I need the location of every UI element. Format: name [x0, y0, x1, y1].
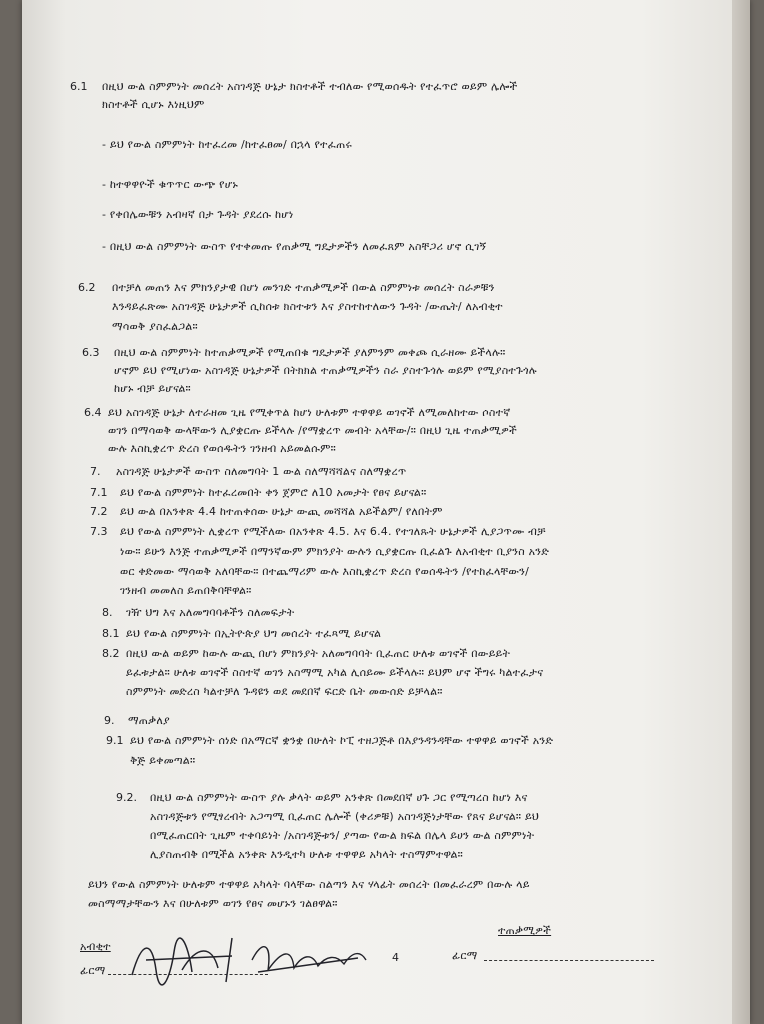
section-number: 8.: [102, 606, 113, 619]
text-line: ክስተቶች ሲሆኑ እነዚህም: [102, 98, 205, 111]
section-number: 8.1: [102, 627, 120, 640]
text-line: ይህ ውል በአንቀጽ 4.4 ከተጠቀሰው ሁኔታ ውጪ መሻሻል አይችልም/ የለበትም: [120, 505, 443, 518]
text-line: ይህ የውል ስምምነት በኢትዮጵያ ህግ መሰረት ተፈጻሚ ይሆናል: [126, 627, 382, 640]
text-line: ከሆኑ ብቻ ይሆናል።: [114, 382, 191, 395]
bullet-item: - ይህ የውል ስምምነት ከተፈረመ /ከተፈፀመ/ በኋላ የተፈጠሩ: [102, 138, 352, 151]
bullet-item: - ከተዋዋዮች ቁጥጥር ውጭ የሆኑ: [102, 178, 238, 191]
section-number: 6.1: [70, 80, 88, 93]
bullet-item: - የቀበሌውቹን አብዛኛ በታ ጉዳት ያደረሱ ከሆነ: [102, 208, 294, 221]
section-number: 7.2: [90, 505, 108, 518]
document-page: [22, 0, 750, 1024]
text-line: ሊያስጠብቅ በሚችል አንቀጽ እንዲተካ ሁለቱ ተዋዋይ አካላት ተስማምተዋል።: [150, 848, 464, 861]
beneficiaries-title: ተጠቃሚዎች: [498, 924, 552, 937]
provider-title: አብቂተ: [80, 940, 111, 953]
handwritten-signature: [122, 930, 382, 990]
section-number: 9.1: [106, 734, 124, 747]
section-number: 6.2: [78, 281, 96, 294]
text-line: ይህ የውል ስምምነት ሊቋረጥ የሚችለው በአንቀጽ 4.5. እና 6.4. የተገለጹት ሁኔታዎች ሊያጋጥሙ ብቻ: [120, 525, 546, 538]
bullet-item: - በዚህ ውል ስምምነት ውስጥ የተቀመጡ የጠቃሚ ግዴታዎችን ለመፈጸም አስቸጋሪ ሆኖ ሲገኝ: [102, 240, 487, 253]
section-number: 7.3: [90, 525, 108, 538]
text-line: ውሉ እስኪቋረጥ ድረስ የወሰዱትን ገንዘብ አይመልሱም።: [108, 442, 336, 455]
text-line: ወገን በማሳወቅ ውላቸውን ሊያቋርጡ ይችላሉ /የማቋረጥ መብት አላቸው/። በዚህ ጊዜ ተጠቃሚዎች: [108, 424, 517, 437]
section-number: 7.: [90, 465, 101, 478]
text-line: ስምምነት መድረስ ካልተቻለ ጉዳዩን ወደ መደበኛ ፍርድ ቤት መውሰድ ይቻላል።: [126, 685, 443, 698]
section-number: 9.: [104, 714, 115, 727]
closing-line: መስማማታቸውን እና በሁለቱም ወገን የፀና መሆኑን ገልፀዋል።: [88, 897, 338, 910]
text-line: ይህ አስገዳጅ ሁኔታ ለተራዘመ ጊዜ የሚቀጥል ከሆነ ሁለቱም ተዋዋይ ወገኖች ለሚመለከተው ሶስተኛ: [108, 406, 511, 419]
section-title: ማጠቃለያ: [128, 714, 170, 727]
section-number: 7.1: [90, 486, 108, 499]
signature-line: [484, 960, 654, 961]
text-line: በተቻለ መጠን እና ምክንያታዊ በሆነ መንገድ ተጠቃሚዎች በውል ስምምነቱ መሰረት ስራዎቹን: [112, 281, 495, 294]
section-title: አስገዳጅ ሁኔታዎች ውስጥ ስለመግባት 1 ውል ስለማሻሻልና ስለማቋረጥ: [116, 465, 407, 478]
text-line: ይህ የውል ስምምነት ሰነድ በአማርኛ ቋንቋ በሁለት ኮፒ ተዘጋጅቶ በእያንዳንዳቸው ተዋዋይ ወገኖች አንድ: [130, 734, 554, 747]
section-number: 6.4: [84, 406, 102, 419]
text-line: ሆኖም ይህ የሚሆነው አስገዳጅ ሁኔታዎች በትክክል ተጠቃሚዎችን ስራ ያስተጉጎሉ ወይም የሚያስተጉጎሉ: [114, 364, 537, 377]
text-line: ነው። ይሁን እንጅ ተጠቃሚዎች በማንኛውም ምክንያት ውሉን ሲያቋርጡ ቢፈልጉ ለአብቂተ ቢያንስ አንድ: [120, 545, 550, 558]
text-line: ገንዘብ መመለስ ይጠበቅባቸዋል።: [120, 584, 252, 597]
text-line: በዚህ ውል ስምምነት ከተጠቃሚዎች የሚጠበቁ ግዴታዎች ያለምንም መቀጮ ሲራዘሙ ይችላሉ።: [114, 346, 506, 359]
section-number: 9.2.: [116, 791, 137, 804]
text-line: ማሳወቅ ያስፈልጋል።: [112, 320, 198, 333]
signature-label: ፊርማ: [452, 949, 478, 962]
text-line: አስገዳጅቱን የሚፃረብት አጋጣሚ ቢፈጠር ሌሎች (ቀሪዎቹ) አስገዳጅነታቸው የጸና ይሆናል። ይህ: [150, 810, 540, 823]
text-line: በዚህ ውል ወይም ከውሉ ውጪ በሆነ ምክንያት አለመግባባት ቢፈጠር ሁለቱ ወገኖች በውይይት: [126, 647, 511, 660]
section-number: 6.3: [82, 346, 100, 359]
text-line: በዚህ ውል ስምምነት መሰረት አስገዳጅ ሁኔታ ክስተቶች ተብለው የሚወሰዱት የተፈጥሮ ወይም ሌሎች: [102, 80, 518, 93]
page-edge: [732, 0, 750, 1024]
text-line: እንዳይፈጽሙ አስገዳጅ ሁኔታዎች ሲከሰቱ ክስተቱን እና ያስተከተለውን ጉዳት /ውጤት/ ለአብቂተ: [112, 300, 503, 313]
signature-label: ፊርማ: [80, 964, 106, 977]
text-line: በዚህ ውል ስምምነት ውስጥ ያሉ ቃላት ወይም አንቀጽ በመደበኛ ሀጉ ጋር የሚጣረስ ከሆነ እና: [150, 791, 528, 804]
section-title: ገዥ ህግ እና አለመግባባቶችን ስለመፍታት: [126, 606, 295, 619]
text-line: በሚፈጠርበት ጊዜም ተቀባይነት /አስገዳጅቱን/ ያጣው የውል ክፍል በሌላ ይሀን ውል ስምምነት: [150, 829, 535, 842]
page-number: 4: [392, 951, 400, 964]
text-line: ቅጅ ይቀመጣል።: [130, 754, 196, 767]
text-line: ይፈቱታል። ሁለቱ ወገኖች ስስተኛ ወገን አስማሚ አካል ሊሰይሙ ይችላሉ። ይህም ሆኖ ችግሩ ካልተፈታና: [126, 666, 544, 679]
section-number: 8.2: [102, 647, 120, 660]
text-line: ወር ቀድመው ማሳወቅ አለባቸው። በተጨማሪም ውሉ እስኪቋረጥ ድረስ የወሰዱትን /የተከፈላቸውን/: [120, 565, 530, 578]
text-line: ይህ የውል ስምምነት ከተፈረመበት ቀን ጀምሮ ለ10 አመታት የፀና ይሆናል።: [120, 486, 427, 499]
closing-line: ይህን የውል ስምምነት ሁለቱም ተዋዋይ አካላት ባላቸው ስልጣን እና ሃላፊት መሰረት በመፈራረም በውሉ ላይ: [88, 878, 530, 891]
